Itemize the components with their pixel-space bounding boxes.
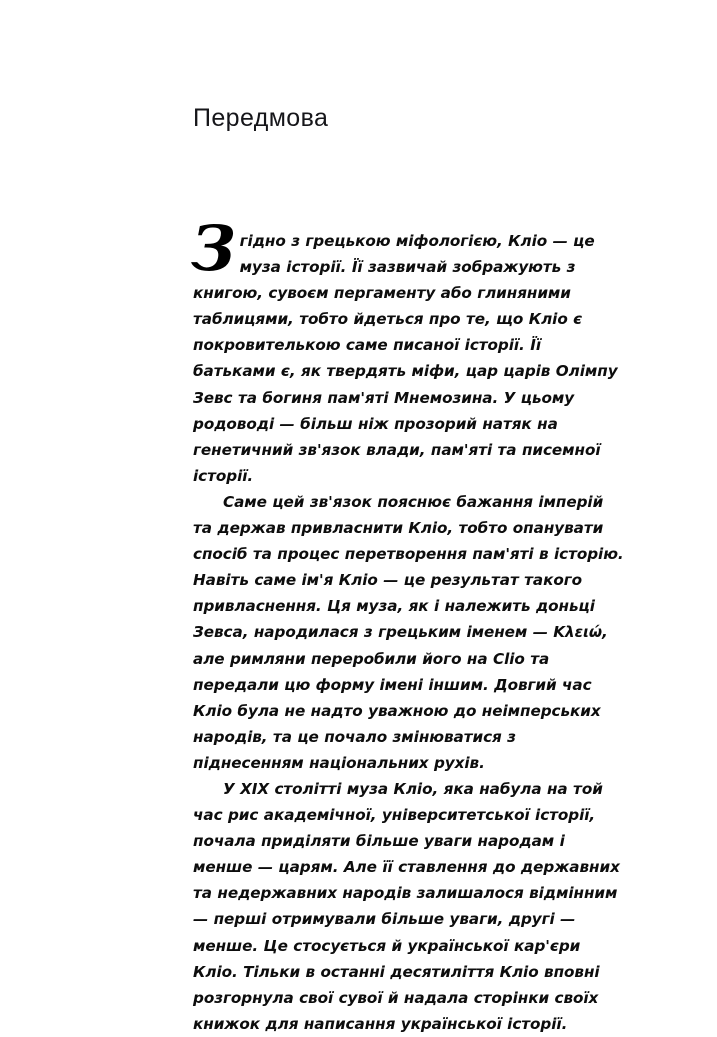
paragraph-2: [193, 489, 625, 776]
drop-cap: З: [191, 212, 236, 285]
body-text-block: [191, 212, 625, 1037]
paragraph-2-text: Саме цей зв'язок пояснює бажання імперій та держав привласнити Кліо, тобто опанувати спосіб та процес перетворення пам'яті в історію. Навіть саме ім'я Кліо — це результат такого привласнення. Ця муза, як і належить доньці Зевса, народилася з грецьким іменем — Κλειώ, але римляни переробили його на Clio та передали цю форму імені іншим. Довгий час Кліо була не надто уважною до неімперських народів, та це почало змінюватися з піднесенням національних рухів.: [193, 492, 624, 772]
paragraph-3: [193, 776, 625, 1037]
paragraph-1: [191, 212, 625, 489]
paragraph-1-text: гідно з грецькою міфологією, Кліо — це муза історії. Її зазвичай зображують з книгою, сувоєм пергаменту або глиняними таблицями, тобто йдеться про те, що Кліо є покровителькою саме писаної історії. Її батьками є, як твердять міфи, цар царів Олімпу Зевс та богиня пам'яті Мнемозина. У цьому родоводі — більш ніж прозорий натяк на генетичний зв'язок влади, пам'яті та писемної історії.: [193, 232, 618, 485]
paragraph-3-text: У XIX столітті муза Кліо, яка набула на той час рис академічної, університетської історії, почала приділяти більше уваги народам і менше — царям. Але її ставлення до державних та недержавних народів залишалося відмінним — перші отримували більше уваги, другі — менше. Це стосується й української кар'єри Кліо. Тільки в останні десятиліття Кліо вповні розгорнула свої сувої й надала сторінки своїх книжок для написання української історії.: [193, 779, 620, 1033]
page-title: Передмова: [193, 103, 329, 132]
